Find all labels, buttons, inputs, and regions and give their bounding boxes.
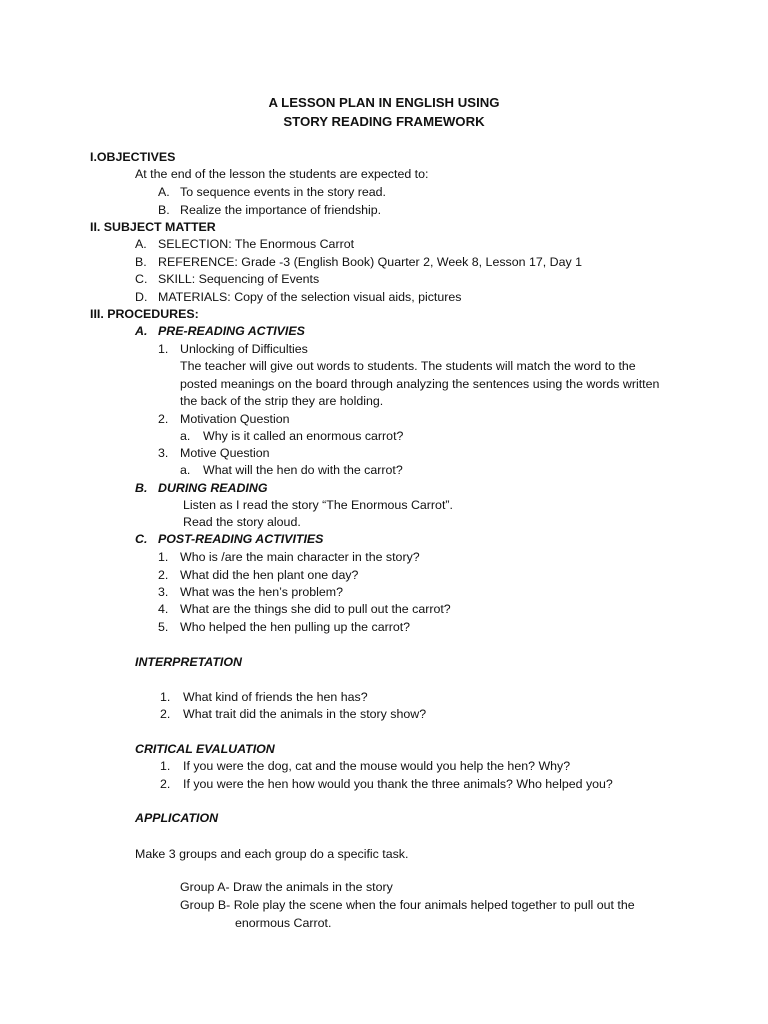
interpretation-item: What trait did the animals in the story show? xyxy=(183,707,427,721)
pre-reading-heading: PRE-READING ACTIVIES xyxy=(158,324,305,338)
during-reading-line: Listen as I read the story “The Enormous Carrot”. xyxy=(183,498,453,512)
during-reading-line: Read the story aloud. xyxy=(183,515,301,529)
post-reading-heading: POST-READING ACTIVITIES xyxy=(158,532,324,546)
pre-reading-description: The teacher will give out words to students. The students will match the word to the xyxy=(180,359,636,373)
post-reading-item: What was the hen’s problem? xyxy=(180,585,344,599)
doc-title-line-1: A LESSON PLAN IN ENGLISH USING xyxy=(268,95,500,110)
pre-reading-item: Unlocking of Difficulties xyxy=(180,342,308,356)
list-marker: D. xyxy=(135,290,148,304)
list-marker: 1. xyxy=(158,550,169,564)
post-reading-item: Who is /are the main character in the story? xyxy=(180,550,420,564)
pre-reading-subitem: What will the hen do with the carrot? xyxy=(203,463,403,477)
list-marker: 1. xyxy=(160,690,171,704)
objective-item: Realize the importance of friendship. xyxy=(180,203,382,217)
application-intro: Make 3 groups and each group do a specific task. xyxy=(135,847,409,861)
during-reading-heading: DURING READING xyxy=(158,481,268,495)
application-group: Group B- Role play the scene when the four animals helped together to pull out the xyxy=(180,898,635,912)
list-marker: 4. xyxy=(158,602,169,616)
objectives-intro: At the end of the lesson the students are expected to: xyxy=(135,167,429,181)
application-group-continuation: enormous Carrot. xyxy=(235,916,332,930)
critical-evaluation-item: If you were the dog, cat and the mouse would you help the hen? Why? xyxy=(183,759,571,773)
subject-matter-item: MATERIALS: Copy of the selection visual aids, pictures xyxy=(158,290,462,304)
objective-item: To sequence events in the story read. xyxy=(180,185,386,199)
pre-reading-subitem: Why is it called an enormous carrot? xyxy=(203,429,404,443)
post-reading-item: Who helped the hen pulling up the carrot? xyxy=(180,620,411,634)
list-marker: A. xyxy=(158,185,170,199)
list-marker: a. xyxy=(180,463,191,477)
list-marker: 2. xyxy=(160,707,171,721)
list-marker: 3. xyxy=(158,585,169,599)
list-marker: B. xyxy=(135,255,147,269)
section-marker: A. xyxy=(135,324,148,338)
pre-reading-item: Motive Question xyxy=(180,446,270,460)
subject-matter-item: REFERENCE: Grade -3 (English Book) Quarter 2, Week 8, Lesson 17, Day 1 xyxy=(158,255,582,269)
post-reading-item: What did the hen plant one day? xyxy=(180,568,359,582)
application-heading: APPLICATION xyxy=(135,811,219,825)
subject-matter-heading: II. SUBJECT MATTER xyxy=(90,220,216,234)
critical-evaluation-heading: CRITICAL EVALUATION xyxy=(135,742,275,756)
application-group: Group A- Draw the animals in the story xyxy=(180,880,393,894)
doc-title-line-2: STORY READING FRAMEWORK xyxy=(283,114,485,129)
objectives-heading: I.OBJECTIVES xyxy=(90,150,176,164)
interpretation-item: What kind of friends the hen has? xyxy=(183,690,368,704)
list-marker: C. xyxy=(135,272,148,286)
critical-evaluation-item: If you were the hen how would you thank the three animals? Who helped you? xyxy=(183,777,613,791)
section-marker: C. xyxy=(135,532,148,546)
list-marker: 3. xyxy=(158,446,169,460)
list-marker: A. xyxy=(135,237,147,251)
list-marker: B. xyxy=(158,203,170,217)
post-reading-item: What are the things she did to pull out the carrot? xyxy=(180,602,451,616)
procedures-heading: III. PROCEDURES: xyxy=(90,307,199,321)
list-marker: 2. xyxy=(160,777,171,791)
interpretation-heading: INTERPRETATION xyxy=(135,655,242,669)
list-marker: 2. xyxy=(158,412,169,426)
subject-matter-item: SKILL: Sequencing of Events xyxy=(158,272,320,286)
subject-matter-item: SELECTION: The Enormous Carrot xyxy=(158,237,355,251)
pre-reading-description: the back of the strip they are holding. xyxy=(180,394,384,408)
pre-reading-item: Motivation Question xyxy=(180,412,290,426)
list-marker: 1. xyxy=(160,759,171,773)
section-marker: B. xyxy=(135,481,148,495)
list-marker: 1. xyxy=(158,342,169,356)
list-marker: 2. xyxy=(158,568,169,582)
list-marker: a. xyxy=(180,429,191,443)
pre-reading-description: posted meanings on the board through analyzing the sentences using the words written xyxy=(180,377,660,391)
list-marker: 5. xyxy=(158,620,169,634)
